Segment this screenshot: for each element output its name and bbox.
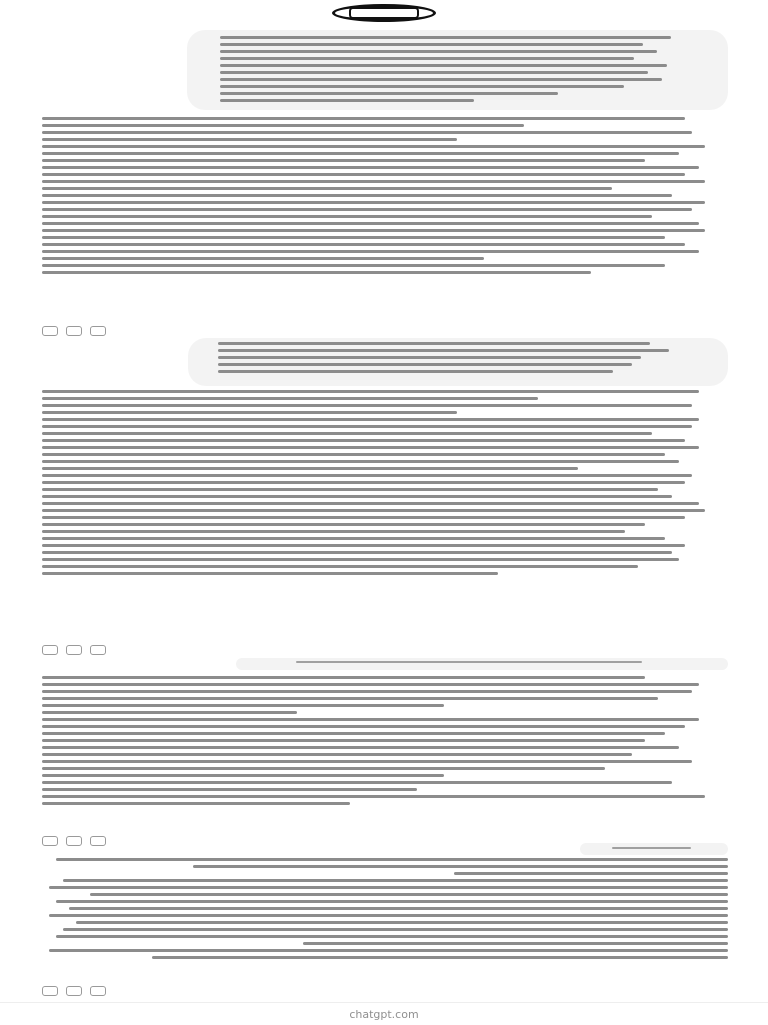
assistant-message-1 (42, 117, 712, 278)
like-icon[interactable] (66, 836, 82, 846)
assistant-message-4 (42, 858, 728, 963)
message-actions-1 (42, 326, 106, 336)
like-icon[interactable] (66, 645, 82, 655)
message-actions-3 (42, 836, 106, 846)
chatgpt-logo-icon (332, 4, 436, 22)
dislike-icon[interactable] (90, 836, 106, 846)
user-message-1-text (220, 36, 690, 106)
copy-icon[interactable] (42, 986, 58, 996)
browser-footer (0, 1002, 768, 1025)
like-icon[interactable] (66, 326, 82, 336)
copy-icon[interactable] (42, 836, 58, 846)
like-icon[interactable] (66, 986, 82, 996)
user-message-2-text (218, 342, 688, 377)
footer-domain[interactable]: chatgpt.com (349, 1008, 419, 1021)
dislike-icon[interactable] (90, 326, 106, 336)
message-actions-4 (42, 986, 106, 996)
dislike-icon[interactable] (90, 986, 106, 996)
copy-icon[interactable] (42, 326, 58, 336)
dislike-icon[interactable] (90, 645, 106, 655)
assistant-message-2 (42, 390, 712, 579)
message-actions-2 (42, 645, 106, 655)
copy-icon[interactable] (42, 645, 58, 655)
user-message-3-text (296, 661, 656, 667)
assistant-message-3 (42, 676, 712, 809)
user-message-4-text (612, 847, 694, 853)
